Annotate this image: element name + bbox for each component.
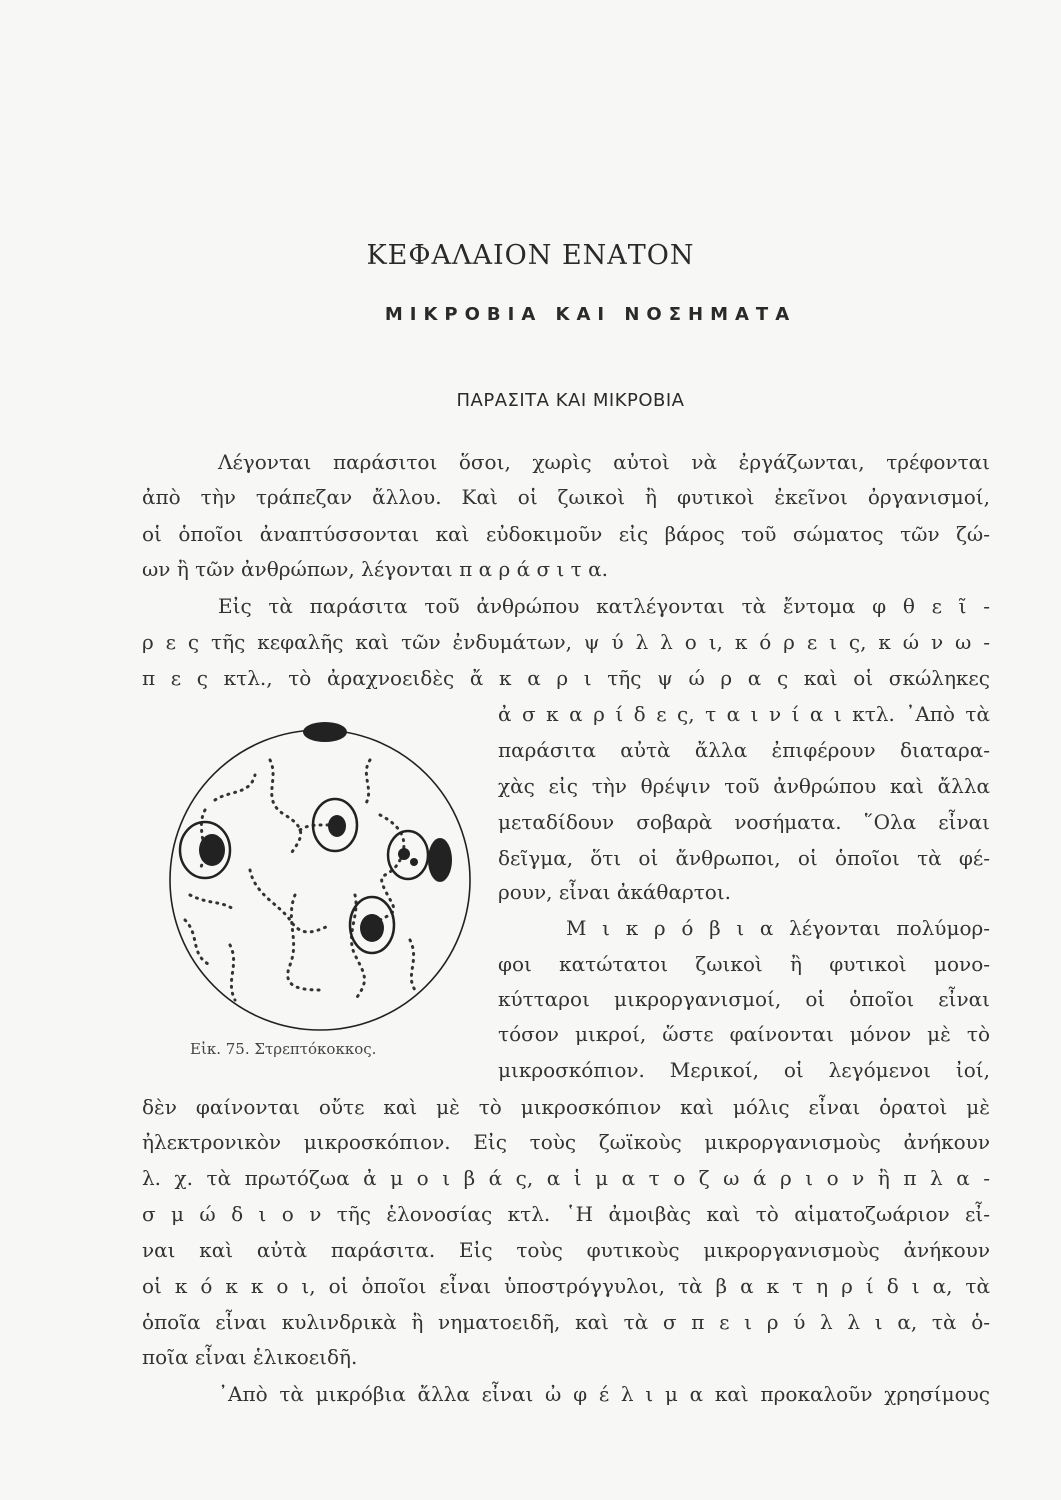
body-line: ρ ε ς τῆς κεφαλῆς καὶ τῶν ἐνδυμάτων, ψ ύ λ λ ο ι, κ ό ρ ε ι ς, κ ώ ν ω - [142, 630, 990, 654]
wrapped-line: δεῖγμα, ὅτι οἱ ἄνθρωποι, οἱ ὁποῖοι τὰ φέ- [498, 846, 990, 870]
body-line: οἱ κ ό κ κ ο ι, οἱ ὁποῖοι εἶναι ὑποστρόγγυλοι, τὰ β α κ τ η ρ ί δ ι α, τὰ [142, 1274, 990, 1298]
streptococcus-microscope-icon [160, 720, 480, 1040]
body-line: σ μ ώ δ ι ο ν τῆς ἑλονοσίας κτλ. ῾Η ἀμοιβὰς καὶ τὸ αἱματοζωάριον εἶ- [142, 1202, 990, 1226]
body-line: ποῖα εἶναι ἑλικοειδῆ. [142, 1345, 358, 1369]
wrapped-line: κύτταροι μικροργανισμοί, οἱ ὁποῖοι εἶναι [498, 987, 990, 1011]
wrapped-line: ἀ σ κ α ρ ί δ ε ς, τ α ι ν ί α ι κτλ. ᾽Απὸ τὰ [498, 702, 990, 726]
body-line: Εἰς τὰ παράσιτα τοῦ ἀνθρώπου κατλέγονται τὰ ἔντομα φ θ ε ῖ - [218, 594, 990, 618]
body-line: οἱ ὁποῖοι ἀναπτύσσονται καὶ εὐδοκιμοῦν εἰς βάρος τοῦ σώματος τῶν ζώ- [142, 522, 990, 546]
body-line: ᾽Απὸ τὰ μικρόβια ἄλλα εἶναι ὠ φ έ λ ι μ α καὶ προκαλοῦν χρησίμους [218, 1382, 990, 1406]
body-line: ὁποῖα εἶναι κυλινδρικὰ ἢ νηματοειδῆ, καὶ τὰ σ π ε ι ρ ύ λ λ ι α, τὰ ὁ- [142, 1310, 990, 1334]
body-line: δὲν φαίνονται οὔτε καὶ μὲ τὸ μικροσκόπιον καὶ μόλις εἶναι ὁρατοὶ μὲ [142, 1095, 990, 1119]
body-line: ων ἢ τῶν ἀνθρώπων, λέγονται π α ρ ά σ ι τ α. [142, 557, 608, 581]
chapter-subtitle: ΜΙΚΡΟΒΙΑ ΚΑΙ ΝΟΣΗΜΑΤΑ [384, 304, 797, 325]
wrapped-line: Μ ι κ ρ ό β ι α λέγονται πολύμορ- [566, 916, 990, 940]
section-heading: ΠΑΡΑΣΙΤΑ ΚΑΙ ΜΙΚΡΟΒΙΑ [456, 390, 685, 411]
wrapped-line: ρουν, εἶναι ἀκάθαρτοι. [498, 880, 732, 904]
body-line: ναι καὶ αὐτὰ παράσιτα. Εἰς τοὺς φυτικοὺς μικροργανισμοὺς ἀνήκουν [142, 1238, 990, 1262]
wrapped-line: μικροσκόπιον. Μερικοί, οἱ λεγόμενοι ἰοί, [498, 1058, 990, 1082]
wrapped-line: μεταδίδουν σοβαρὰ νοσήματα. ῞Ολα εἶναι [498, 810, 990, 834]
wrapped-line: χὰς εἰς τὴν θρέψιν τοῦ ἀνθρώπου καὶ ἄλλα [498, 774, 990, 798]
figure-caption: Εἰκ. 75. Στρεπτόκοκκος. [190, 1040, 377, 1058]
wrapped-line: τόσον μικροί, ὥστε φαίνονται μόνον μὲ τὸ [498, 1022, 990, 1046]
body-line: ἀπὸ τὴν τράπεζαν ἄλλου. Καὶ οἱ ζωικοὶ ἢ φυτικοὶ ἐκεῖνοι ὀργανισμοί, [142, 485, 990, 509]
chapter-title: ΚΕΦΑΛΑΙΟΝ ΕΝΑΤΟΝ [366, 240, 695, 271]
body-line: Λέγονται παράσιτοι ὅσοι, χωρὶς αὐτοὶ νὰ ἐργάζωνται, τρέφονται [218, 450, 990, 474]
wrapped-line: φοι κατώτατοι ζωικοὶ ἢ φυτικοὶ μονο- [498, 952, 990, 976]
wrapped-line: παράσιτα αὐτὰ ἄλλα ἐπιφέρουν διαταρα- [498, 738, 990, 762]
body-line: λ. χ. τὰ πρωτόζωα ἀ μ ο ι β ά ς, α ἱ μ α τ ο ζ ω ά ρ ι ο ν ἢ π λ α - [142, 1166, 990, 1190]
body-line: π ε ς κτλ., τὸ ἀραχνοειδὲς ἄ κ α ρ ι τῆς ψ ώ ρ α ς καὶ οἱ σκώληκες [142, 666, 990, 690]
body-line: ἠλεκτρονικὸν μικροσκόπιον. Εἰς τοὺς ζωϊκοὺς μικροργανισμοὺς ἀνήκουν [142, 1130, 990, 1154]
